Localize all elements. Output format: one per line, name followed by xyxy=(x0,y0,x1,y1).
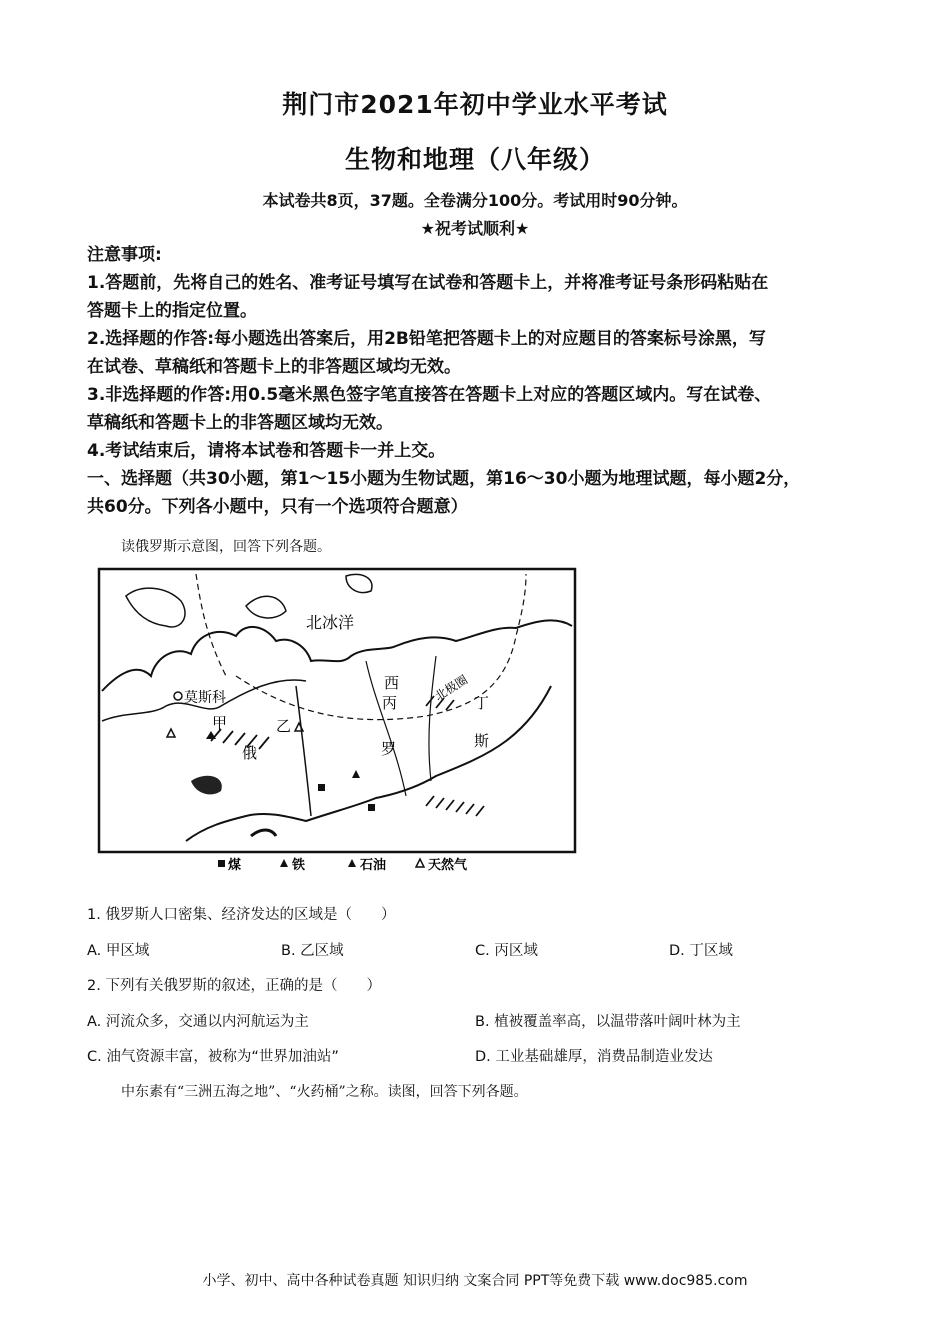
ocean-label: 北冰洋 xyxy=(306,613,355,632)
notice-line: 3.非选择题的作答:用0.5毫米黑色签字笔直接答在答题卡上对应的答题区域内。写在试卷、 xyxy=(87,385,772,405)
middle-east-intro: 中东素有“三洲五海之地”、“火药桶”之称。读图，回答下列各题。 xyxy=(121,1084,528,1100)
q1-option-d: D. 丁区域 xyxy=(669,943,733,959)
q2-option-d: D. 工业基础雄厚，消费品制造业发达 xyxy=(475,1049,713,1065)
legend-gas-icon xyxy=(416,859,424,867)
question-1-stem: 1. 俄罗斯人口密集、经济发达的区域是（ ） xyxy=(87,907,396,923)
notice-line: 草稿纸和答题卡上的非答题区域均无效。 xyxy=(87,413,393,433)
exam-info: 本试卷共8页，37题。全卷满分100分。考试用时90分钟。 xyxy=(262,191,688,210)
q2-option-a: A. 河流众多，交通以内河航运为主 xyxy=(87,1014,309,1030)
notice-block xyxy=(87,241,800,521)
section-heading-line1: 一、选择题（共30小题，第1～15小题为生物试题，第16～30小题为地理试题，每小题2分， xyxy=(87,469,801,489)
region-yi-label: 乙 xyxy=(276,717,292,735)
map-intro: 读俄罗斯示意图，回答下列各题。 xyxy=(121,539,331,555)
map-legend xyxy=(218,857,468,873)
region-bing-label: 丙 xyxy=(382,694,398,712)
page-title: 荆门市2021年初中学业水平考试 xyxy=(282,90,668,119)
legend-coal-label: 煤 xyxy=(228,858,242,873)
section-heading-line2: 共60分。下列各小题中，只有一个选项符合题意） xyxy=(87,497,468,517)
region-jia-label: 甲 xyxy=(212,714,228,732)
coal-symbol xyxy=(318,784,325,791)
moscow-label: 莫斯科 xyxy=(184,690,226,706)
country-char-si: 斯 xyxy=(474,732,490,750)
q2-option-b: B. 植被覆盖率高，以温带落叶阔叶林为主 xyxy=(475,1014,741,1030)
legend-coal-icon xyxy=(218,860,225,867)
country-char-luo: 罗 xyxy=(381,740,397,758)
exam-wish: ★祝考试顺利★ xyxy=(420,219,530,238)
q1-option-c: C. 丙区域 xyxy=(475,943,538,959)
notice-heading: 注意事项: xyxy=(87,245,162,265)
legend-gas-label: 天然气 xyxy=(428,858,468,873)
legend-iron-label: 铁 xyxy=(292,858,306,873)
question-2-stem: 2. 下列有关俄罗斯的叙述，正确的是（ ） xyxy=(87,978,381,994)
q2-option-c: C. 油气资源丰富，被称为“世界加油站” xyxy=(87,1049,339,1065)
russia-map xyxy=(96,566,580,880)
legend-iron-icon xyxy=(280,859,288,867)
arctic-circle-label: 北极圈 xyxy=(432,672,471,704)
notice-line: 4.考试结束后，请将本试卷和答题卡一并上交。 xyxy=(87,441,446,461)
coal-symbol xyxy=(368,804,375,811)
notice-line: 答题卡上的指定位置。 xyxy=(87,301,257,321)
page-subtitle: 生物和地理（八年级） xyxy=(344,145,605,174)
map-frame xyxy=(99,569,575,852)
notice-line: 2.选择题的作答:每小题选出答案后，用2B铅笔把答题卡上的对应题目的答案标号涂黑，写 xyxy=(87,329,766,349)
notice-line: 1.答题前，先将自己的姓名、准考证号填写在试卷和答题卡上，并将准考证号条形码粘贴在 xyxy=(87,273,769,293)
q1-option-a: A. 甲区域 xyxy=(87,943,150,959)
region-ding-label: 丁 xyxy=(474,694,490,712)
region-char-xi: 西 xyxy=(384,674,400,692)
legend-oil-label: 石油 xyxy=(360,858,387,873)
legend-oil-icon xyxy=(348,859,356,867)
notice-line: 在试卷、草稿纸和答题卡上的非答题区域均无效。 xyxy=(87,357,461,377)
page-footer: 小学、初中、高中各种试卷真题 知识归纳 文案合同 PPT等免费下载 www.doc985.com xyxy=(202,1273,748,1289)
q1-option-b: B. 乙区域 xyxy=(281,943,344,959)
country-char-e: 俄 xyxy=(242,744,258,762)
